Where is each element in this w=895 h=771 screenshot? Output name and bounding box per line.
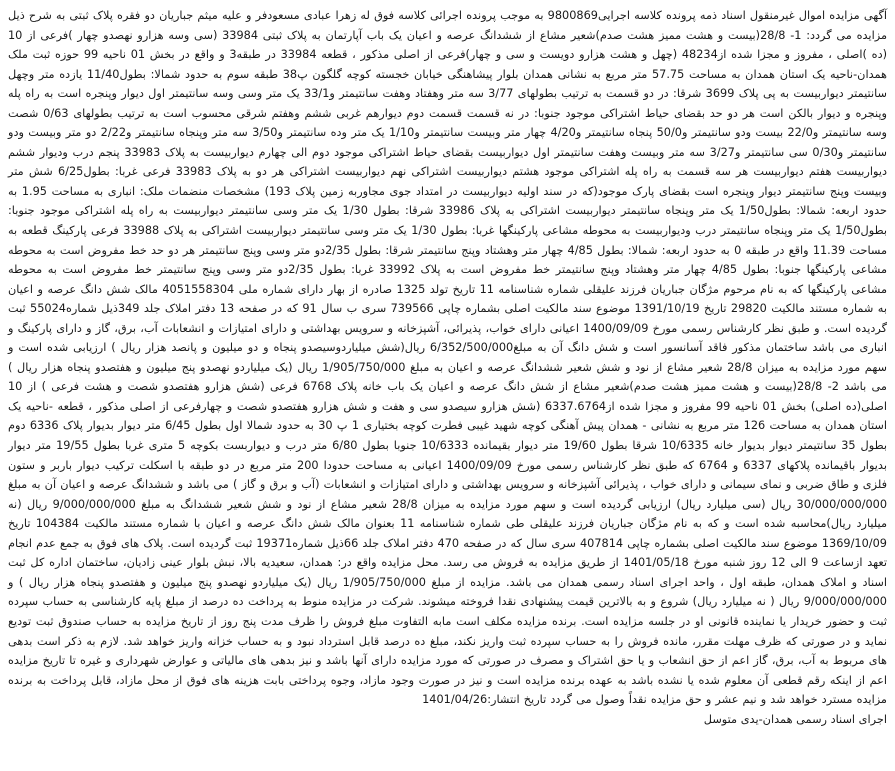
notice-body-text: آگهی مزایده اموال غیرمنقول اسناد ذمه پرونده کلاسه اجرایی9800869 به موجب پرونده اجرائی کلاسه فوق له زهرا عبادی مسعودفر و علیه میثم جباریان دو فقره پلاک ثبتی به شرح ذیل مزایده می گردد: 1- 28/8(بیست و هشت ممیز هشت صدم)شعیر مشاع از ششدانگ عرصه و اعیان یک باب آپارتمان به پلاک ثبتی 33984 (سی وسه هزارو نهصدو چهار )فرعی از 10 (ده )اصلی ، مفروز و مجزا شده از48234 (چهل و هشت هزارو دویست و سی و چهار)فرعی از اصلی مذکور ، قطعه 33984 در طبقه3 و واقع در بخش 01 ناحیه 99 حوزه ثبت ملک همدان-ناحیه یک استان همدان به مساحت 57.75 متر مربع به نشانی همدان بلوار پیشاهنگی خیابان خجسته کوچه گلگون پ38 طبقه سوم به حدود شمالا: بطول11/40 یازده متر وچهل سانتیمتر دیواربیست به پی پلاک 3699 شرقا: در دو قسمت به ترتیب بطولهای 3/77 سه متر وهفتاد وهفت سانتیمتر و33/1 یک متر وسی وسه سانتیمتر اول دیوار وپنجره است به راه پله وپنجره و دیوار بالکن است هر دو حد بقضای حیاط اشتراکی موجود جنوبا: در نه قسمت قسمت دوم دیوارهم غربی ششم وهفتم شرقی محسوب است به ترتیب بطولهای 0/63 شصت وسه سانتیمتر و22/0 بیست ودو سانتیمتر و50/0 پنجاه سانتیمتر و4/20 چهار متر وبیست سانتیمتر و1/10 یک متر وده سانتیمتر و3/50 سه متر وپنجاه سانتیمتر و2/22 دو متر وبیست ودو سانتیمتر و0/30 سی سانتیمتر و3/27 سه متر وبیست وهفت سانتیمتر اول دیواربیست بقضای حیاط اشتراکی موجود دوم الی چهارم دیواربیست به پلاک 33983 پنجم درب ودیوار ششم دیواربیست هفتم دیواربیست هر سه قسمت به راه پله اشتراکی موجود هشتم دیواربیست اشتراکی نهم دیواربیست اشتراکی هر دو به پلاک 33983 فرعی غربا: بطول6/25 شش متر وبیست وپنج سانتیمتر دیوار وپنجره است بقضای پارک موجود(که در سند اولیه دیواربیست در امتداد جوی مجاوربه زمین پلاک 193) مشخصات منضمات ملک: انباری به مساحت 1.95 به حدود اربعه: شمالا: بطول1/50 یک متر وپنجاه سانتیمتر دیواربیست اشتراکی به پلاک 33986 شرقا: بطول 1/30 یک متر وسی سانتیمتر دیواربیست به راه پله اشتراکی موجود جنوبا: بطول1/50 یک متر وپنجاه سانتیمتر درب ودیواربیست به محوطه مشاعی پارکینگها غربا: بطول 1/30 یک متر وسی سانتیمتر دیواربیست اشتراکی به پلاک 33988 فرعی پارکینگ قطعه به مساحت 11.39 واقع در طبقه 0 به حدود اربعه: شمالا: بطول 4/85 چهار متر وهشتاد وپنج سانتیمتر شرقا: بطول 2/35دو متر وسی وپنج سانتیمتر هر دو حد خط مفروض است به محوطه مشاعی پارکینگها جنوبا: بطول 4/85 چهار متر وهشتاد وپنج سانتیمتر خط مفروض است به پلاک 33992 غربا: بطول 2/35دو متر وسی وپنج سانتیمتر خط مفروض است به محوطه مشاعی پارکینگها که به نام مرحوم مژگان جباریان فرزند علیقلی شماره شناسنامه 11 تاریخ تولد 1325 صادره از بهار دارای شماره ملی 4051558304 مالک شش دانگ عرصه و اعیان به شماره مستند مالکیت 29820 تاریخ 1391/10/19 موضوع سند مالکیت اصلی بشماره چاپی 739566 سری ب سال 91 که در صفحه 13 دفتر املاک جلد 349ذیل شماره55024 ثبت گردیده است. و طبق نظر کارشناس رسمی مورخ 1400/09/09 اعیانی دارای خواب، پذیرائی، آشپزخانه و سرویس بهداشتی و دارای امتیازات و انشعابات آب، برق، گاز و دارای پارکینگ و انباری می باشد ساختمان مذکور فاقد آسانسور است و شش دانگ آن به مبلغ6/352/500/000 ریال(شش میلیاردوسیصدو پنجاه و دو میلیون و پانصد هزار ریال ) ارزیابی شده است و سهم مورد مزایده به میزان 28/8 شعیر مشاع از نود و شش شعیر ششدانگ عرصه و اعیان به مبلغ 1/905/750/000 ریال (یک میلیاردو نهصدو پنج میلیون و هفتصدو پنجاه هزار ریال ) می باشد 2- 28/8(بیست و هشت ممیز هشت صدم)شعیر مشاع از شش دانگ عرصه و اعیان یک باب خانه پلاک 6768 فرعی (شش هزارو هفتصدو شصت و هشت فرعی ) از 10 اصلی(ده اصلی) بخش 01 ناحیه 99 مفروز و مجزا شده از6337.6764 (شش هزارو سیصدو سی و هفت و شش هزارو هفتصدو شصت و چهارفرعی از اصلی مذکور ، قطعه -ناحیه یک استان همدان به مساحت 126 متر مربع به نشانی - همدان پیش آهنگی کوچه شهید غیبی فطرت کوچه بختیاری 1 پ 30 به حدود شمالا اول بطول 6/45 متر دیوار بدیوار پلاک 6336 دوم بطول 35 سانتیمتر دیوار بدیوار خانه 10/6335 شرقا بطول 19/60 متر دیوار بقیمانده 10/6333 جنوبا بطول 6/80 متر درب و دیواربست بکوچه 5 متری غربا بطول 19/55 متر دیوار بدیوار باقیمانده پلاکهای 6337 و 6764 که طبق نظر کارشناس رسمی مورخ 1400/09/09 اعیانی به مساحت حدودا 200 متر مربع در دو طبقه با اسکلت ترکیب دیوار باربر و ستون فلزی و طاق ضربی و نمای سیمانی و دارای خواب ، پذیرائی آشپزخانه و سرویس بهداشتی و دارای امتیازات و انشعابات (آب و برق و گاز ) می باشد و ششدانگ عرصه و اعیان آن به مبلغ 30/000/000/000 ریال (سی میلیارد ریال) ارزیابی گردیده است و سهم مورد مزایده به میزان 28/8 شعیر مشاع از نود و شش شعیر ششدانگ به مبلغ 9/000/000/000 ریال (نه میلیارد ریال)محاسبه شده است و که به نام مژگان جباریان فرزند علیقلی طی شماره شناسنامه 11 بعنوان مالک شش دانگ عرصه و اعیان با شماره مستند مالکیت 104384 تاریخ 1369/10/09 موضوع سند مالکیت اصلی بشماره چاپی 407814 سری سال که در صفحه 470 دفتر املاک جلد 66ذیل شماره19371 ثبت گردیده است. پلاک های فوق به جمع عدم انجام تعهد ازساعت 9 الی 12 روز شنبه مورخ 1401/05/18 از طریق مزایده به فروش می رسد. محل مزایده واقع در: همدان، سعیدیه بالا، نبش بلوار عینی زادیان، ساختمان اداره کل ثبت اسناد و املاک همدان، طبقه اول ، واحد اجرای اسناد رسمی همدان می باشد. مزایده از مبلغ 1/905/750/000 ریال (یک میلیاردو نهصدو پنج میلیون و هفتصدو پنجاه هزار ریال ) و 9/000/000/000 ریال ( نه میلیارد ریال) شروع و به بالاترین قیمت پیشنهادی نقدا فروخته میشوند. شرکت در مزایده منوط به پرداخت ده درصد از مبلغ پایه کارشناسی به حساب سپرده ثبت و حضور خریدار یا نماینده قانونی او در جلسه مزایده است. برنده مزایده مکلف است مابه التفاوت مبلغ فروش را ظرف مدت پنج روز از تاریخ مزایده به حساب صندوق ثبت تودیع نماید و در صورتی که ظرف مهلت مقرر، مانده فروش را به حساب سپرده ثبت واریز نکند، مبلغ ده درصد قابل استرداد نبود و به حساب خزانه واریز خواهد شد. لازم به ذکر است بدهی های مربوط به آب، برق، گاز اعم از حق انشعاب و یا حق اشتراک و مصرف در صورتی که مورد مزایده دارای آنها باشد و نیز بدهی های مالیاتی و عوارض شهرداری و غیره تا تاریخ مزایده اعم از اینکه رقم قطعی آن معلوم شده یا نشده باشد به عهده برنده مزایده است و نیز در صورت وجود مازاد، وجوه پرداختی بابت هزینه های فوق از محل مازاد، قابل پرداخت به برنده مزایده مسترد خواهد شد و نیم عشر و حق مزایده نقداً وصول می گردد تاریخ انتشار:1401/04/26 — [8, 9, 888, 707]
notice-signature: اجرای اسناد رسمی همدان-یدی متوسل — [703, 712, 887, 726]
